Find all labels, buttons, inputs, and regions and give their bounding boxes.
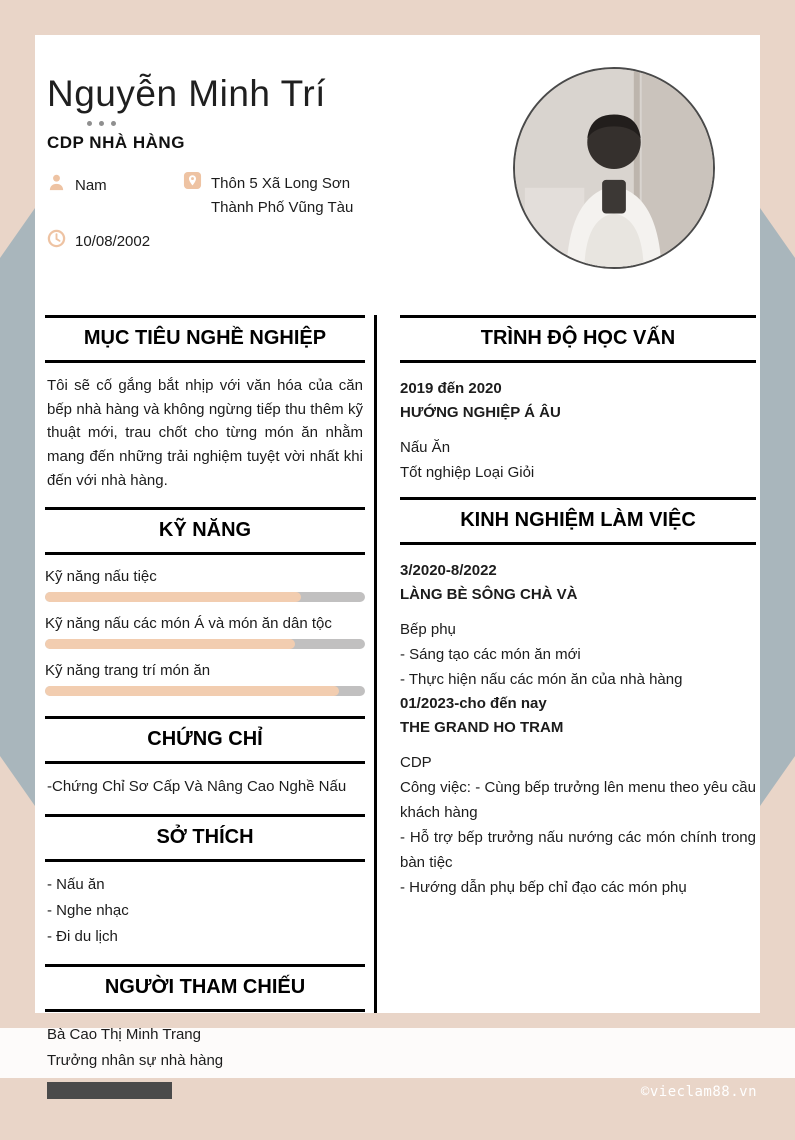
skill-label: Kỹ năng nấu tiệc	[45, 568, 157, 586]
objective-text: Tôi sẽ cố gắng bắt nhịp với văn hóa của căn bếp nhà hàng và không ngừng tiếp thu thêm kỹ thuật mới, trau chốt cho từng món ăn nhằm mang đến những trải nghiệm tuyệt vời nhất khi đến với nhà hàng.	[47, 377, 363, 489]
job-detail: - Thực hiện nấu các món ăn của nhà hàng	[400, 671, 683, 688]
address-line-1: Thôn 5 Xã Long Sơn	[211, 175, 351, 192]
skill-label: Kỹ năng nấu các món Á và món ăn dân tộc	[45, 615, 332, 633]
job-period: 3/2020-8/2022	[400, 562, 497, 579]
job-role: CDP	[400, 754, 432, 771]
section-heading-education: TRÌNH ĐỘ HỌC VẤN	[400, 315, 756, 363]
section-heading-references: NGƯỜI THAM CHIẾU	[45, 964, 365, 1012]
skill-bar-fill	[45, 592, 301, 602]
job-period: 01/2023-cho đến nay	[400, 695, 547, 712]
section-heading-experience: KINH NGHIỆM LÀM VIỆC	[400, 497, 756, 545]
job-detail: - Hỗ trợ bếp trưởng nấu nướng các món chính trong bàn tiệc	[400, 829, 756, 871]
skill-item	[45, 568, 365, 602]
right-column	[400, 315, 756, 900]
job-detail: Công việc: - Cùng bếp trưởng lên menu theo yêu cầu khách hàng	[400, 779, 756, 821]
hobby-item: - Nghe nhạc	[47, 902, 129, 920]
job-role: Bếp phụ	[400, 621, 456, 638]
certificate-item: -Chứng Chỉ Sơ Cấp Và Nâng Cao Nghề Nấu	[47, 778, 347, 796]
left-column	[45, 315, 365, 1113]
job-company: LÀNG BÈ SÔNG CHÀ VÀ	[400, 586, 578, 603]
hobby-item: - Đi du lịch	[47, 928, 118, 946]
skill-item	[45, 662, 365, 696]
gender-row	[47, 173, 107, 198]
skill-bar-fill	[45, 639, 295, 649]
education-school: HƯỚNG NGHIỆP Á ÂU	[400, 404, 561, 421]
job-company: THE GRAND HO TRAM	[400, 719, 564, 736]
gender-icon	[47, 173, 66, 192]
reference-phone-redacted-bar	[47, 1082, 172, 1099]
birthday-row	[47, 229, 150, 254]
references-list	[47, 1022, 363, 1099]
section-heading-hobbies: SỞ THÍCH	[45, 814, 365, 862]
skill-bar-track	[45, 592, 365, 602]
hobbies-list	[47, 872, 363, 950]
watermark: ©vieclam88.vn	[640, 1084, 757, 1100]
certificates-list	[47, 774, 363, 800]
education-detail: Nấu Ăn	[400, 439, 451, 456]
section-heading-certificates: CHỨNG CHỈ	[45, 716, 365, 764]
hobby-item: - Nấu ăn	[47, 876, 105, 894]
skill-bar-track	[45, 686, 365, 696]
name-underline-dots	[87, 121, 116, 126]
section-heading-skills: KỸ NĂNG	[45, 507, 365, 555]
reference-name: Bà Cao Thị Minh Trang	[47, 1026, 201, 1044]
section-heading-objective: MỤC TIÊU NGHỀ NGHIỆP	[45, 315, 365, 363]
skill-label: Kỹ năng trang trí món ăn	[45, 662, 211, 680]
address-row	[183, 171, 353, 220]
education-period: 2019 đến 2020	[400, 380, 502, 397]
address-line-2: Thành Phố Vũng Tàu	[211, 199, 354, 216]
person-job-title: CDP NHÀ HÀNG	[47, 133, 185, 152]
job-detail: - Hướng dẫn phụ bếp chỉ đạo các món phụ	[400, 879, 687, 896]
profile-photo	[513, 67, 715, 269]
address-icon	[183, 171, 202, 190]
job-detail: - Sáng tạo các món ăn mới	[400, 646, 581, 663]
skill-bar-track	[45, 639, 365, 649]
person-name: Nguyễn Minh Trí	[47, 73, 326, 114]
education-detail: Tốt nghiệp Loại Giỏi	[400, 464, 535, 481]
address-value	[211, 171, 353, 220]
skill-bar-fill	[45, 686, 339, 696]
birthday-value: 10/08/2002	[75, 233, 151, 250]
column-divider	[374, 315, 377, 1013]
job-entry	[400, 559, 756, 692]
profile-photo-image	[515, 69, 713, 267]
cv-card	[35, 35, 760, 1070]
reference-title: Trưởng nhân sự nhà hàng	[47, 1052, 224, 1070]
job-entry	[400, 692, 756, 900]
gender-value: Nam	[75, 177, 107, 194]
birthday-icon	[47, 229, 66, 248]
skill-item	[45, 615, 365, 649]
